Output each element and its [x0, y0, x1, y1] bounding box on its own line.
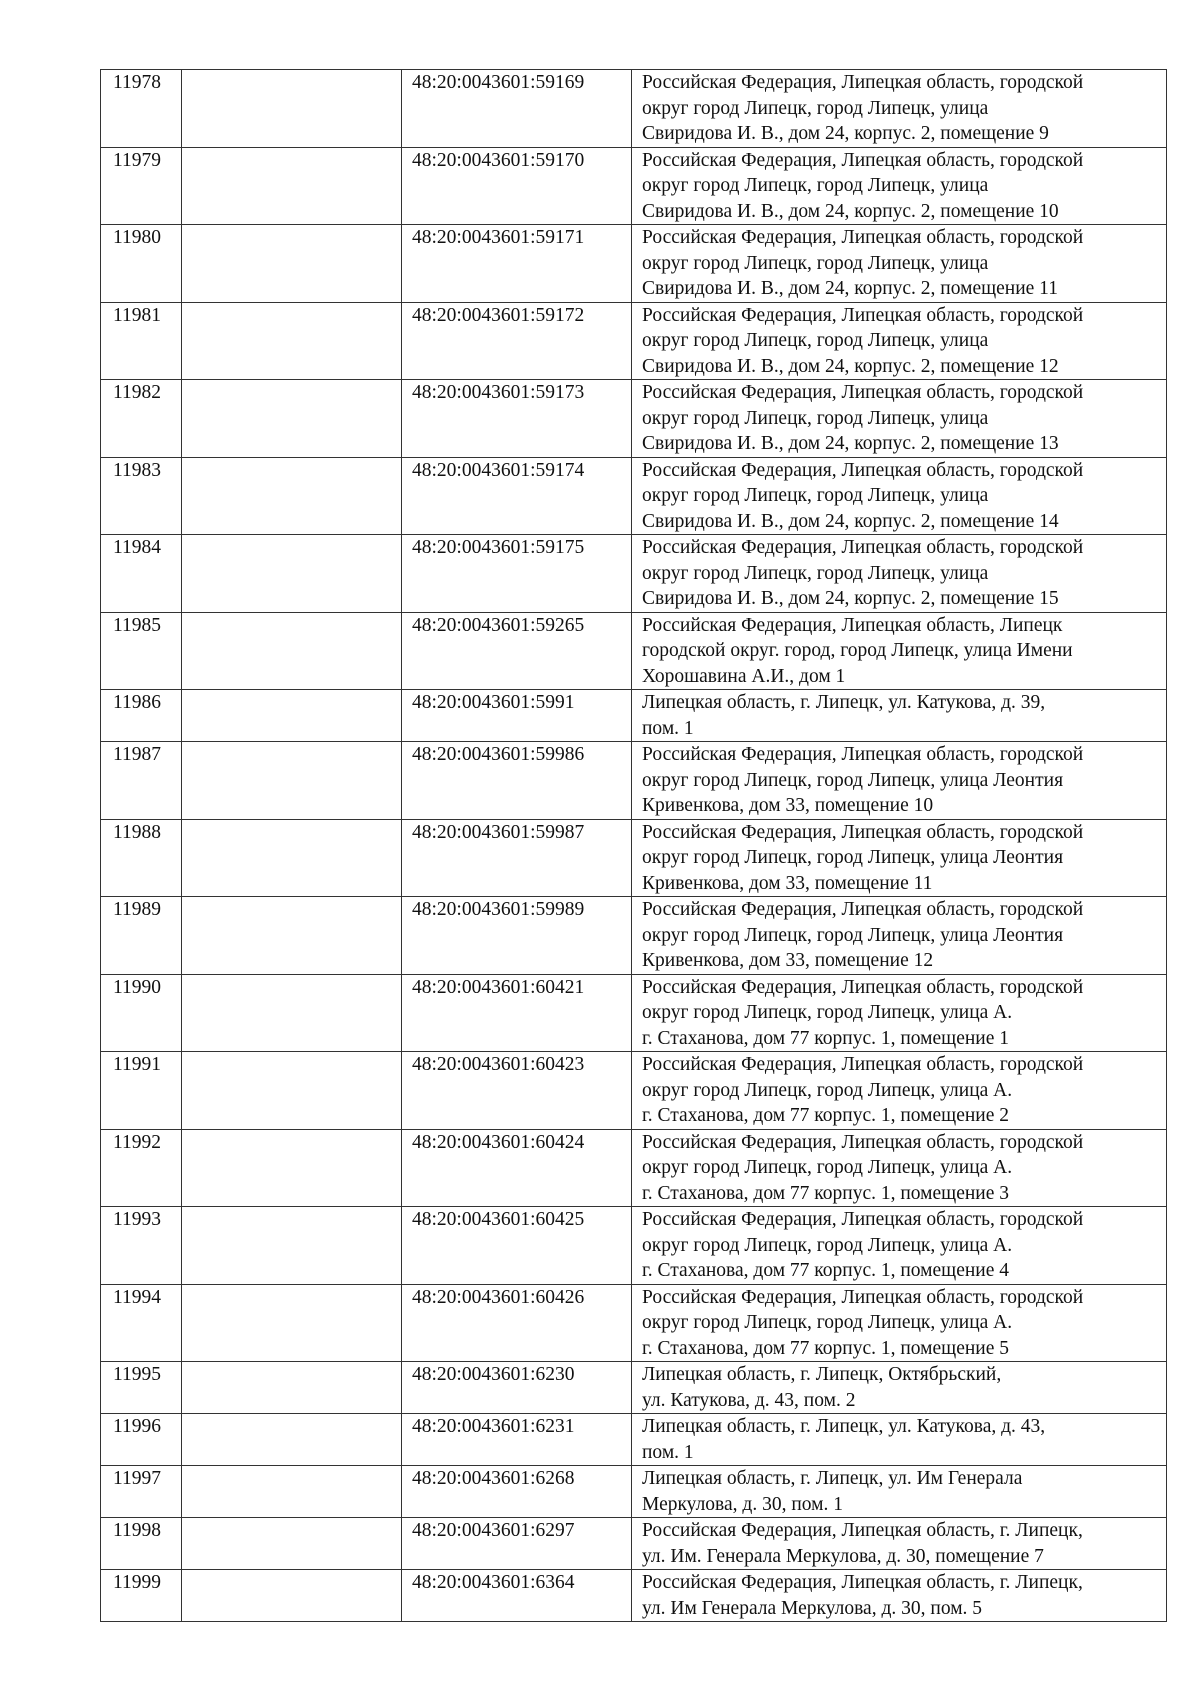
row-number-cell: 11987 [101, 742, 182, 820]
cadastral-number-cell: 48:20:0043601:60423 [402, 1052, 632, 1130]
empty-cell [182, 974, 402, 1052]
row-number-cell: 11983 [101, 457, 182, 535]
table-row [101, 1570, 1167, 1622]
address-cell: Российская Федерация, Липецкая область, г. Липецк, ул. Им. Генерала Меркулова, д. 30, помещение 7 [632, 1518, 1167, 1570]
empty-cell [182, 1052, 402, 1130]
registry-body [101, 70, 1167, 1622]
cadastral-number-cell: 48:20:0043601:60426 [402, 1284, 632, 1362]
address-cell: Липецкая область, г. Липецк, Октябрьский, ул. Катукова, д. 43, пом. 2 [632, 1362, 1167, 1414]
address-cell: Российская Федерация, Липецкая область, городской округ город Липецк, город Липецк, улица А. г. Стаханова, дом 77 корпус. 1, помещение 1 [632, 974, 1167, 1052]
empty-cell [182, 535, 402, 613]
address-cell: Липецкая область, г. Липецк, ул. Катукова, д. 39, пом. 1 [632, 690, 1167, 742]
cadastral-number-cell: 48:20:0043601:60421 [402, 974, 632, 1052]
address-cell: Российская Федерация, Липецкая область, городской округ город Липецк, город Липецк, улица Свиридова И. В., дом 24, корпус. 2, помещение 10 [632, 147, 1167, 225]
row-number-cell: 11988 [101, 819, 182, 897]
empty-cell [182, 1570, 402, 1622]
row-number-cell: 11984 [101, 535, 182, 613]
row-number-cell: 11986 [101, 690, 182, 742]
row-number-cell: 11990 [101, 974, 182, 1052]
table-row [101, 819, 1167, 897]
row-number-cell: 11985 [101, 612, 182, 690]
empty-cell [182, 70, 402, 148]
address-cell: Российская Федерация, Липецкая область, городской округ город Липецк, город Липецк, улица Свиридова И. В., дом 24, корпус. 2, помещение 12 [632, 302, 1167, 380]
row-number-cell: 11996 [101, 1414, 182, 1466]
address-cell: Российская Федерация, Липецкая область, городской округ город Липецк, город Липецк, улица А. г. Стаханова, дом 77 корпус. 1, помещение 2 [632, 1052, 1167, 1130]
cadastral-number-cell: 48:20:0043601:6364 [402, 1570, 632, 1622]
address-cell: Липецкая область, г. Липецк, ул. Катукова, д. 43, пом. 1 [632, 1414, 1167, 1466]
table-row [101, 535, 1167, 613]
empty-cell [182, 612, 402, 690]
table-row [101, 612, 1167, 690]
empty-cell [182, 147, 402, 225]
table-row [101, 1466, 1167, 1518]
address-cell: Российская Федерация, Липецкая область, городской округ город Липецк, город Липецк, улица А. г. Стаханова, дом 77 корпус. 1, помещение 3 [632, 1129, 1167, 1207]
address-cell: Российская Федерация, Липецкая область, городской округ город Липецк, город Липецк, улица Свиридова И. В., дом 24, корпус. 2, помещение 11 [632, 225, 1167, 303]
row-number-cell: 11998 [101, 1518, 182, 1570]
cadastral-number-cell: 48:20:0043601:59169 [402, 70, 632, 148]
address-cell: Российская Федерация, Липецкая область, городской округ город Липецк, город Липецк, улица Леонтия Кривенкова, дом 33, помещение 12 [632, 897, 1167, 975]
empty-cell [182, 690, 402, 742]
row-number-cell: 11989 [101, 897, 182, 975]
empty-cell [182, 457, 402, 535]
address-cell: Российская Федерация, Липецкая область, городской округ город Липецк, город Липецк, улица А. г. Стаханова, дом 77 корпус. 1, помещение 5 [632, 1284, 1167, 1362]
table-row [101, 1362, 1167, 1414]
row-number-cell: 11997 [101, 1466, 182, 1518]
empty-cell [182, 742, 402, 820]
address-cell: Российская Федерация, Липецкая область, Липецк городской округ. город, город Липецк, улица Имени Хорошавина А.И., дом 1 [632, 612, 1167, 690]
empty-cell [182, 1284, 402, 1362]
row-number-cell: 11979 [101, 147, 182, 225]
address-cell: Липецкая область, г. Липецк, ул. Им Генерала Меркулова, д. 30, пом. 1 [632, 1466, 1167, 1518]
empty-cell [182, 302, 402, 380]
row-number-cell: 11980 [101, 225, 182, 303]
address-cell: Российская Федерация, Липецкая область, городской округ город Липецк, город Липецк, улица Свиридова И. В., дом 24, корпус. 2, помещение 14 [632, 457, 1167, 535]
cadastral-number-cell: 48:20:0043601:59171 [402, 225, 632, 303]
cadastral-number-cell: 48:20:0043601:6231 [402, 1414, 632, 1466]
table-row [101, 1284, 1167, 1362]
empty-cell [182, 1414, 402, 1466]
table-row [101, 1518, 1167, 1570]
cadastral-number-cell: 48:20:0043601:59173 [402, 380, 632, 458]
row-number-cell: 11981 [101, 302, 182, 380]
empty-cell [182, 1466, 402, 1518]
table-row [101, 690, 1167, 742]
row-number-cell: 11992 [101, 1129, 182, 1207]
empty-cell [182, 1207, 402, 1285]
row-number-cell: 11993 [101, 1207, 182, 1285]
address-cell: Российская Федерация, Липецкая область, г. Липецк, ул. Им Генерала Меркулова, д. 30, пом. 5 [632, 1570, 1167, 1622]
table-row [101, 147, 1167, 225]
cadastral-number-cell: 48:20:0043601:59265 [402, 612, 632, 690]
cadastral-number-cell: 48:20:0043601:59989 [402, 897, 632, 975]
table-row [101, 974, 1167, 1052]
address-cell: Российская Федерация, Липецкая область, городской округ город Липецк, город Липецк, улица Леонтия Кривенкова, дом 33, помещение 10 [632, 742, 1167, 820]
row-number-cell: 11991 [101, 1052, 182, 1130]
address-cell: Российская Федерация, Липецкая область, городской округ город Липецк, город Липецк, улица Свиридова И. В., дом 24, корпус. 2, помещение 15 [632, 535, 1167, 613]
table-row [101, 742, 1167, 820]
cadastral-number-cell: 48:20:0043601:6268 [402, 1466, 632, 1518]
table-row [101, 1207, 1167, 1285]
empty-cell [182, 380, 402, 458]
cadastral-number-cell: 48:20:0043601:60425 [402, 1207, 632, 1285]
table-row [101, 380, 1167, 458]
row-number-cell: 11982 [101, 380, 182, 458]
table-row [101, 897, 1167, 975]
cadastral-number-cell: 48:20:0043601:59170 [402, 147, 632, 225]
row-number-cell: 11995 [101, 1362, 182, 1414]
address-cell: Российская Федерация, Липецкая область, городской округ город Липецк, город Липецк, улица Свиридова И. В., дом 24, корпус. 2, помещение 13 [632, 380, 1167, 458]
cadastral-number-cell: 48:20:0043601:6230 [402, 1362, 632, 1414]
cadastral-number-cell: 48:20:0043601:5991 [402, 690, 632, 742]
cadastral-number-cell: 48:20:0043601:59986 [402, 742, 632, 820]
empty-cell [182, 819, 402, 897]
cadastral-number-cell: 48:20:0043601:60424 [402, 1129, 632, 1207]
address-cell: Российская Федерация, Липецкая область, городской округ город Липецк, город Липецк, улица Свиридова И. В., дом 24, корпус. 2, помещение 9 [632, 70, 1167, 148]
empty-cell [182, 1362, 402, 1414]
row-number-cell: 11999 [101, 1570, 182, 1622]
table-row [101, 70, 1167, 148]
table-row [101, 1414, 1167, 1466]
cadastral-number-cell: 48:20:0043601:59175 [402, 535, 632, 613]
table-row [101, 225, 1167, 303]
table-row [101, 457, 1167, 535]
row-number-cell: 11978 [101, 70, 182, 148]
empty-cell [182, 897, 402, 975]
table-row [101, 1052, 1167, 1130]
cadastral-number-cell: 48:20:0043601:59987 [402, 819, 632, 897]
address-cell: Российская Федерация, Липецкая область, городской округ город Липецк, город Липецк, улица А. г. Стаханова, дом 77 корпус. 1, помещение 4 [632, 1207, 1167, 1285]
cadastral-number-cell: 48:20:0043601:59172 [402, 302, 632, 380]
empty-cell [182, 1129, 402, 1207]
cadastral-number-cell: 48:20:0043601:6297 [402, 1518, 632, 1570]
row-number-cell: 11994 [101, 1284, 182, 1362]
cadastral-number-cell: 48:20:0043601:59174 [402, 457, 632, 535]
empty-cell [182, 1518, 402, 1570]
table-row [101, 302, 1167, 380]
table-row [101, 1129, 1167, 1207]
registry-table [100, 69, 1167, 1622]
address-cell: Российская Федерация, Липецкая область, городской округ город Липецк, город Липецк, улица Леонтия Кривенкова, дом 33, помещение 11 [632, 819, 1167, 897]
empty-cell [182, 225, 402, 303]
